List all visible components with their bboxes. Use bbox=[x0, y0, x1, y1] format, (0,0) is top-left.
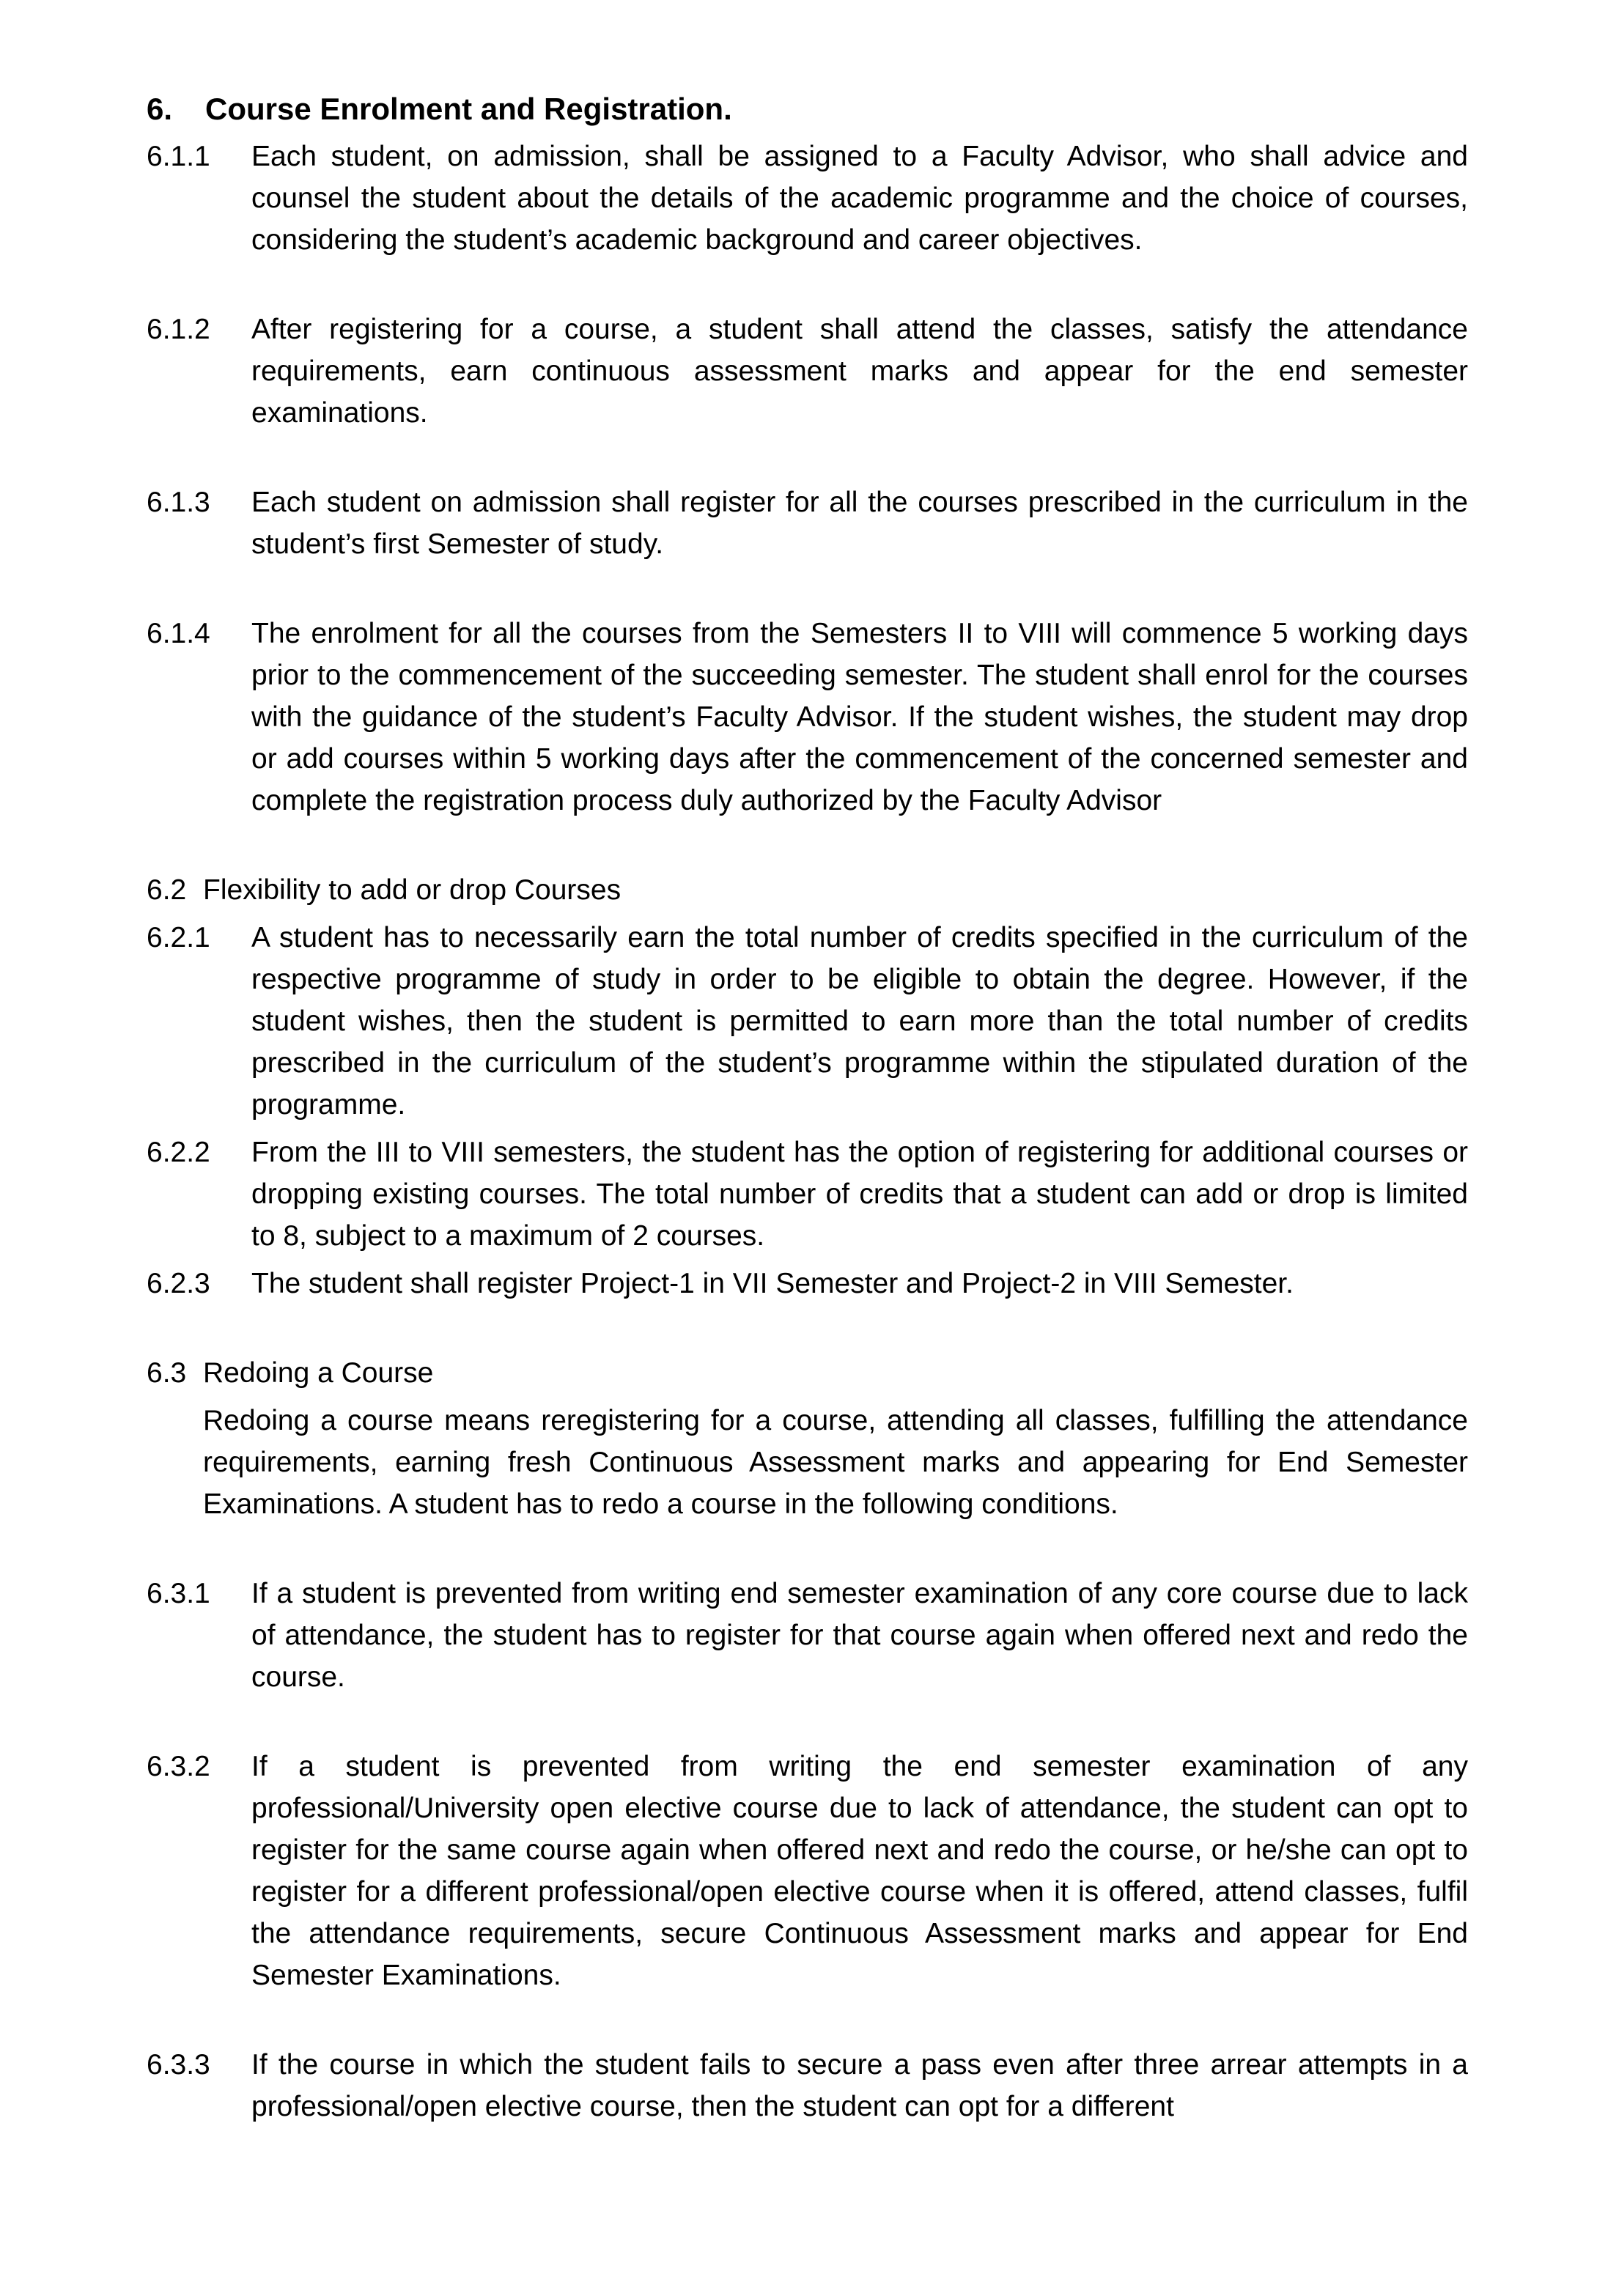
clause-number: 6.2 bbox=[147, 874, 187, 906]
clause-number: 6.2.1 bbox=[147, 922, 210, 953]
clause-text: If a student is prevented from writing end semester examination of any core course due to lack of attendance, the student has to register for that course again when offered next and redo the course. bbox=[251, 1578, 1468, 1693]
clause-6-3-3 bbox=[147, 2044, 1468, 2127]
clause-6-1-3 bbox=[147, 481, 1468, 565]
clause-text: From the III to VIII semesters, the student has the option of registering for additional courses or dropping existing courses. The total number of credits that a student can add or drop is limited to 8, subject to a maximum of 2 courses. bbox=[251, 1137, 1468, 1252]
clause-number: 6.1.2 bbox=[147, 314, 210, 345]
paragraph-text: Redoing a course means reregistering for a course, attending all classes, fulfilling the attendance requirements, earning fresh Continuous Assessment marks and appearing for End Semester Examinations. A student has to redo a course in the following conditions. bbox=[203, 1405, 1468, 1520]
clause-text: If a student is prevented from writing the end semester examination of any professional/University open elective course due to lack of attendance, the student can opt to register for the same course again when offered next and redo the course, or he/she can opt to register for a different professional/open elective course when it is offered, attend classes, fulfil the attendance requirements, secure Continuous Assessment marks and appear for End Semester Examinations. bbox=[251, 1751, 1468, 1991]
clause-number: 6.3.1 bbox=[147, 1578, 210, 1609]
clause-6-2-3 bbox=[147, 1263, 1468, 1304]
clause-number: 6.2.2 bbox=[147, 1137, 210, 1168]
clause-text: The student shall register Project-1 in VII Semester and Project-2 in VIII Semester. bbox=[251, 1268, 1294, 1299]
text-column bbox=[147, 88, 1468, 2133]
clause-text: A student has to necessarily earn the total number of credits specified in the curriculum of the respective programme of study in order to be eligible to obtain the degree. However, if the student wishes, then the student is permitted to earn more than the total number of credits prescribed in the curriculum of the student’s programme within the stipulated duration of the programme. bbox=[251, 922, 1468, 1121]
heading-text: Flexibility to add or drop Courses bbox=[203, 874, 622, 906]
clause-6-2-1 bbox=[147, 917, 1468, 1126]
clause-6-2-2 bbox=[147, 1132, 1468, 1257]
heading-course-enrolment bbox=[147, 88, 1468, 130]
clause-number: 6.1.4 bbox=[147, 618, 210, 649]
heading-text: Course Enrolment and Registration. bbox=[205, 92, 732, 126]
clause-text: If the course in which the student fails to secure a pass even after three arrear attempts in a professional/open elective course, then the student can opt for a different bbox=[251, 2049, 1468, 2122]
clause-number: 6.3.2 bbox=[147, 1751, 210, 1782]
clause-text: Each student on admission shall register for all the courses prescribed in the curriculum in the student’s first Semester of study. bbox=[251, 487, 1468, 560]
clause-number: 6.1.3 bbox=[147, 487, 210, 518]
clause-6-3-1 bbox=[147, 1573, 1468, 1698]
clause-number: 6.3 bbox=[147, 1357, 187, 1389]
clause-text: After registering for a course, a student shall attend the classes, satisfy the attendance requirements, earn continuous assessment marks and appear for the end semester examinations. bbox=[251, 314, 1468, 429]
clause-6-1-1 bbox=[147, 136, 1468, 261]
heading-6-3-redoing bbox=[147, 1352, 1468, 1394]
clause-number: 6. bbox=[147, 92, 173, 126]
clause-number: 6.2.3 bbox=[147, 1268, 210, 1299]
clause-6-1-2 bbox=[147, 309, 1468, 434]
heading-6-2-flexibility bbox=[147, 869, 1468, 911]
heading-text: Redoing a Course bbox=[203, 1357, 434, 1389]
clause-text: The enrolment for all the courses from the Semesters II to VIII will commence 5 working days prior to the commencement of the succeeding semester. The student shall enrol for the courses with the guidance of the student’s Faculty Advisor. If the student wishes, the student may drop or add courses within 5 working days after the commencement of the concerned semester and complete the registration process duly authorized by the Faculty Advisor bbox=[251, 618, 1468, 816]
clause-number: 6.1.1 bbox=[147, 141, 210, 172]
clause-6-3-2 bbox=[147, 1746, 1468, 1996]
clause-text: Each student, on admission, shall be assigned to a Faculty Advisor, who shall advice and counsel the student about the details of the academic programme and the choice of courses, considering the student’s academic background and career objectives. bbox=[251, 141, 1468, 256]
paragraph-redoing-definition bbox=[203, 1400, 1468, 1525]
clause-6-1-4 bbox=[147, 613, 1468, 822]
clause-number: 6.3.3 bbox=[147, 2049, 210, 2081]
